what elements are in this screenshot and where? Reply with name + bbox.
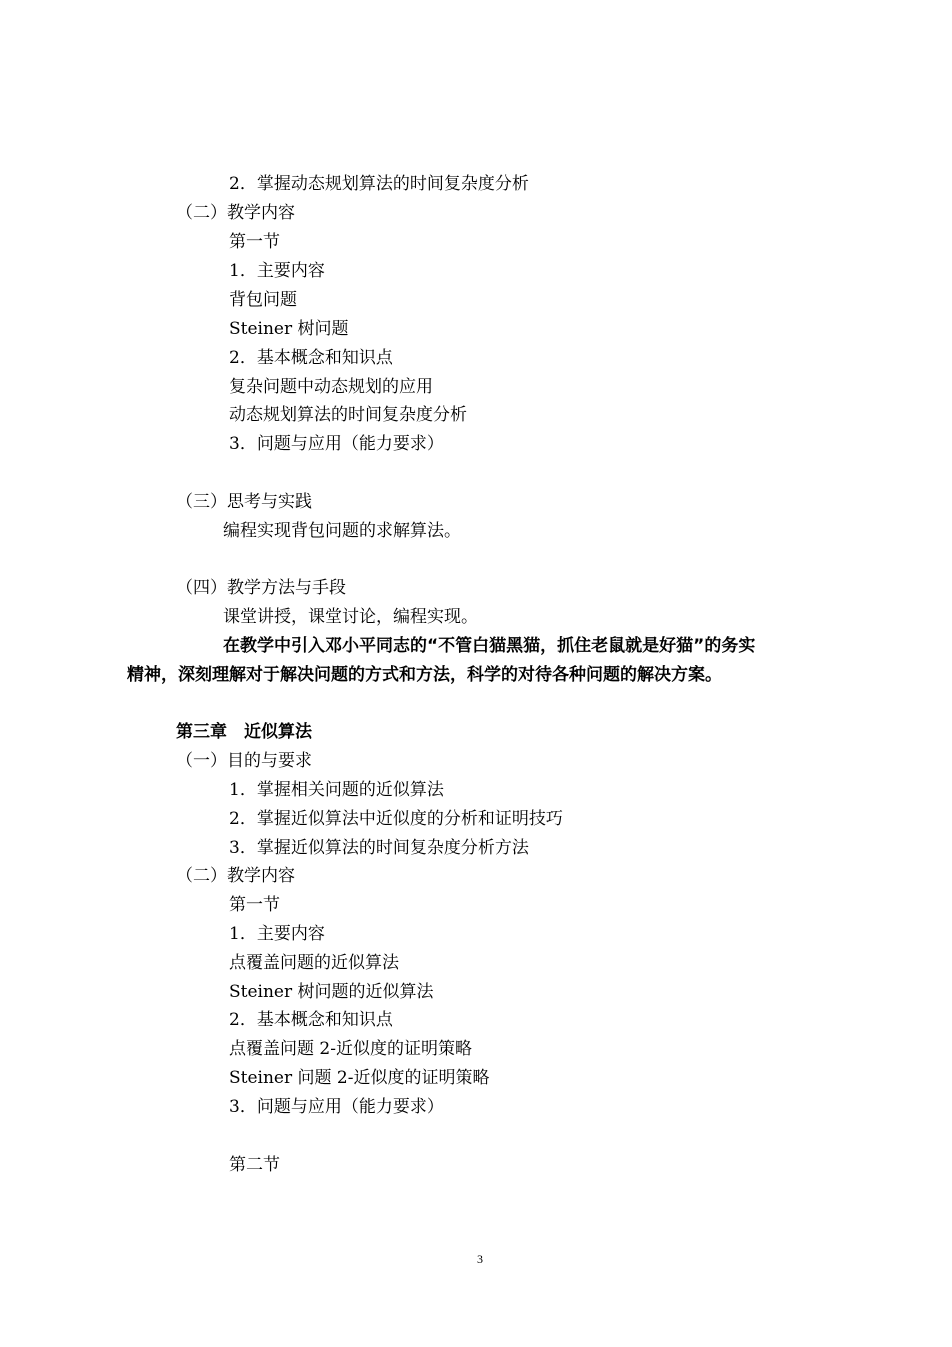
objective-item: 2．掌握近似算法中近似度的分析和证明技巧 xyxy=(229,809,563,829)
chapter-title: 第三章 近似算法 xyxy=(176,722,312,742)
objective-item: 1．掌握相关问题的近似算法 xyxy=(229,780,444,800)
body-text: 编程实现背包问题的求解算法。 xyxy=(223,521,461,541)
section-heading: （二）教学内容 xyxy=(176,203,295,223)
subsection-title: 第一节 xyxy=(229,232,280,252)
objective-item: 2．掌握动态规划算法的时间复杂度分析 xyxy=(229,174,529,194)
subsection-title: 第二节 xyxy=(229,1155,280,1175)
concept-item: 动态规划算法的时间复杂度分析 xyxy=(229,405,467,425)
topic-item: 点覆盖问题的近似算法 xyxy=(229,953,399,973)
topic-item: Steiner 树问题的近似算法 xyxy=(229,982,434,1002)
list-item: 2．基本概念和知识点 xyxy=(229,1010,393,1030)
concept-item: Steiner 问题 2-近似度的证明策略 xyxy=(229,1068,490,1088)
emphasis-text: 在教学中引入邓小平同志的“不管白猫黑猫，抓住老鼠就是好猫”的务实 xyxy=(223,636,756,656)
section-heading: （二）教学内容 xyxy=(176,866,295,886)
list-item: 3．问题与应用（能力要求） xyxy=(229,434,444,454)
page-number: 3 xyxy=(477,1252,483,1266)
objective-item: 3．掌握近似算法的时间复杂度分析方法 xyxy=(229,838,529,858)
emphasis-text: 精神，深刻理解对于解决问题的方式和方法，科学的对待各种问题的解决方案。 xyxy=(127,665,722,685)
topic-item: 背包问题 xyxy=(229,290,297,310)
section-heading: （一）目的与要求 xyxy=(176,751,312,771)
list-item: 3．问题与应用（能力要求） xyxy=(229,1097,444,1117)
list-item: 2．基本概念和知识点 xyxy=(229,348,393,368)
list-item: 1．主要内容 xyxy=(229,924,325,944)
section-heading: （三）思考与实践 xyxy=(176,492,312,512)
subsection-title: 第一节 xyxy=(229,895,280,915)
list-item: 1．主要内容 xyxy=(229,261,325,281)
body-text: 课堂讲授，课堂讨论，编程实现。 xyxy=(223,607,478,627)
concept-item: 点覆盖问题 2-近似度的证明策略 xyxy=(229,1039,472,1059)
concept-item: 复杂问题中动态规划的应用 xyxy=(229,377,433,397)
topic-item: Steiner 树问题 xyxy=(229,319,349,339)
section-heading: （四）教学方法与手段 xyxy=(176,578,346,598)
